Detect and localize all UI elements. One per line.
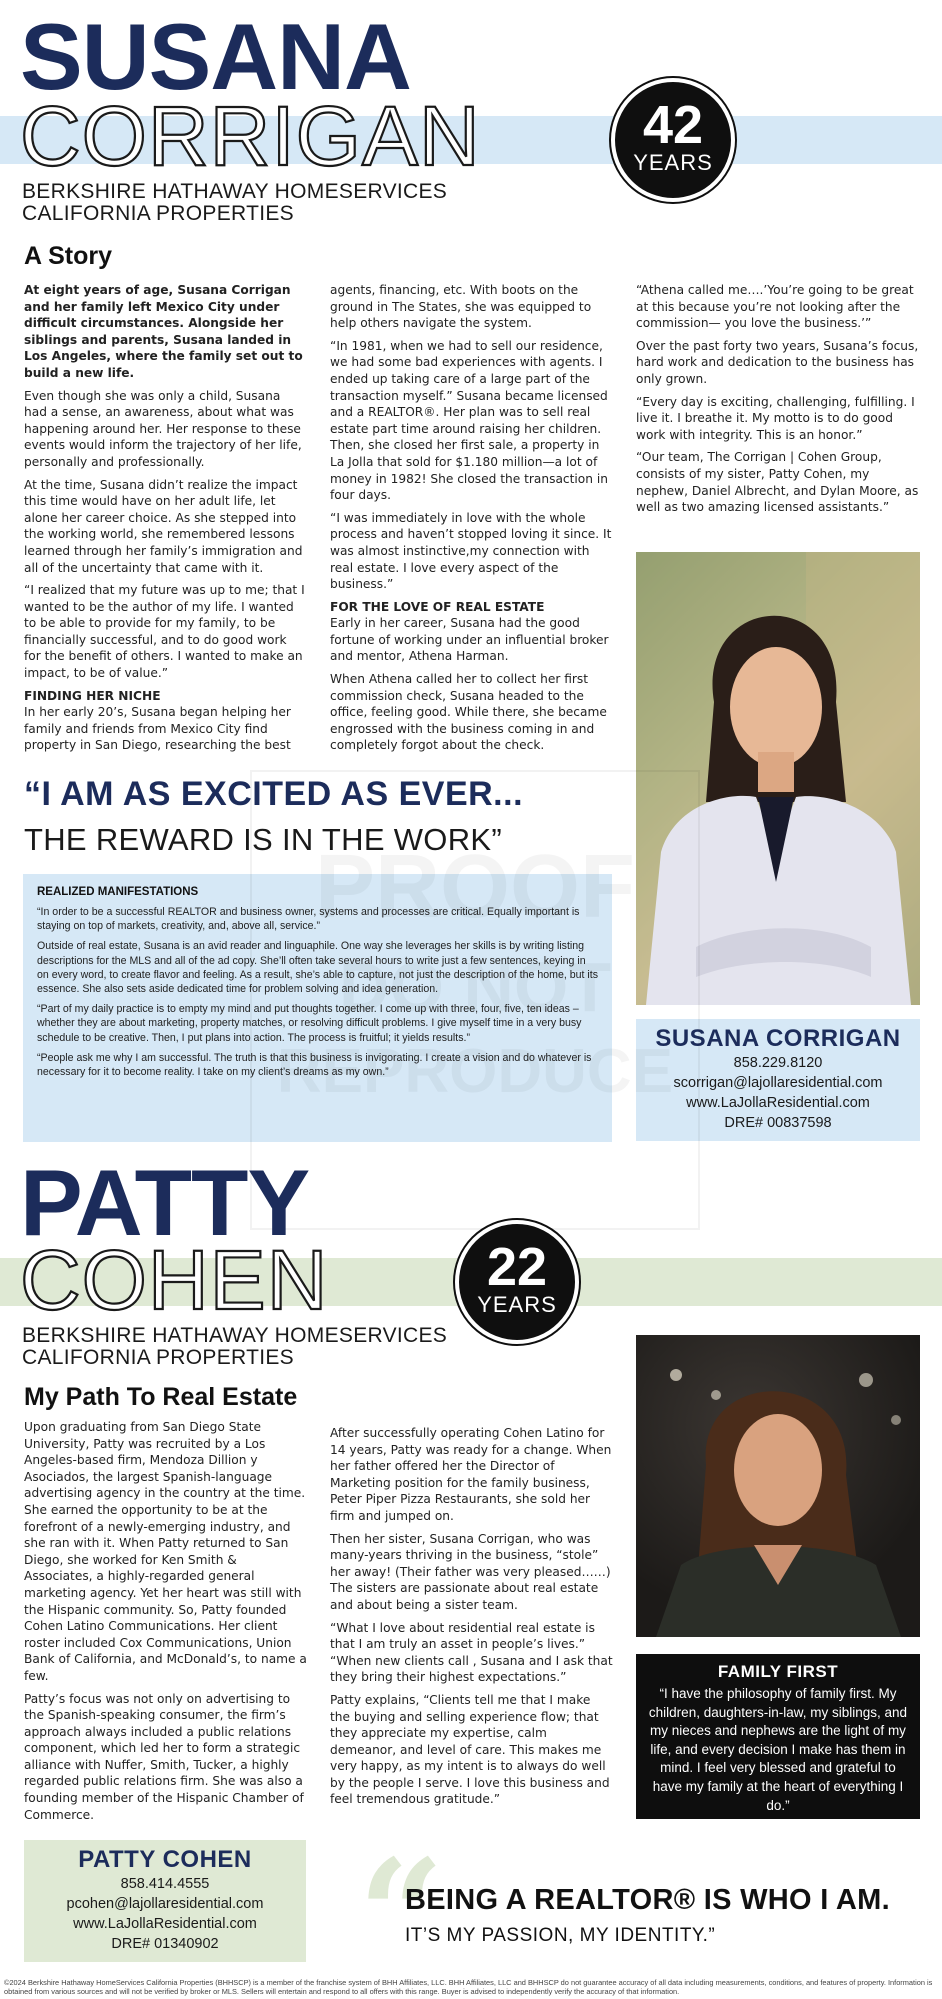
story-paragraph: “Athena called me….’You’re going to be great at this because you’re not looking after the commission— you love the business.’”: [636, 283, 914, 331]
story-paragraph: Early in her career, Susana had the good fortune of working under an influential broker and mentor, Athena Harman.: [330, 616, 609, 664]
contact-website[interactable]: www.LaJollaResidential.com: [686, 1095, 870, 1111]
susana-pull-quote-line-2: THE REWARD IS IN THE WORK”: [24, 822, 502, 857]
watermark-line-1: [252, 832, 698, 942]
family-first-text: “I have the philosophy of family first. My children, daughters-in-law, my siblings, and my nieces and nephews are the light of my life, and every decision I make has them in mind. I feel very blessed and grateful to have my family at the heart of everything I do.”: [648, 1686, 908, 1813]
susana-pull-quote-line-1: “I AM AS EXCITED AS EVER...: [24, 775, 524, 813]
contact-website[interactable]: www.LaJollaResidential.com: [73, 1916, 257, 1932]
susana-last-name: CORRIGAN: [20, 89, 481, 183]
company-line-1: BERKSHIRE HATHAWAY HOMESERVICES: [22, 180, 448, 203]
story-paragraph: “I was immediately in love with the whole process and haven’t stopped loving it since. It was almost instinctive,my connection with real estate. I love every aspect of the business.”: [330, 510, 612, 592]
story-paragraph: After successfully operating Cohen Latino for 14 years, Patty was ready for a change. When her father offered her the Director of Marketing position for the family business, Peter Piper Pizza Restaurants, she sold her firm and jumped on.: [330, 1426, 612, 1523]
susana-column-3: [636, 282, 920, 522]
watermark-line-3: [252, 1032, 698, 1112]
years-label: YEARS: [477, 1292, 557, 1317]
contact-dre: DRE# 01340902: [111, 1936, 219, 1952]
susana-first-name: SUSANA: [20, 4, 411, 109]
story-paragraph: “In 1981, when we had to sell our residence, we had some bad experiences with agents. I ended up taking care of a large part of the transaction myself.” Susana became licensed and a REALTOR®. Her plan was to sell real estate part time around raising her children. Then, she closed her first sale, a property in La Jolla that sold for $1.180 million—a lot of money in 1982! She closed the transaction in four days.: [330, 338, 608, 503]
susana-column-1: [24, 282, 307, 760]
patty-company: [22, 1325, 447, 1369]
family-first-box: [636, 1654, 920, 1819]
proof-watermark: [250, 770, 700, 1230]
story-paragraph: Patty’s focus was not only on advertising to the Spanish-speaking consumer, the firm’s approach always included a public relations component, which led her to form a strategic alliance with Nuffer, Smith, Tucker, a highly regarded public relations firm. She was also a founding member of the Hispanic Chamber of Commerce.: [24, 1691, 304, 1822]
patty-years-badge: [455, 1220, 579, 1344]
realized-paragraph: Outside of real estate, Susana is an avid reader and linguaphile. One way she leverages her skills is by writing listing descriptions for the MLS and all of the ad copy. She’ll often take several hours to write just a few sentences, keying in on every word, to create flavor and feeling. As a result, she’s able to capture, not just the description of the home, but its essence. She also sets aside dedicated time for problem solving and idea generation.: [37, 940, 599, 996]
patty-column-1: [24, 1419, 307, 1829]
company-line-2: CALIFORNIA PROPERTIES: [22, 1346, 294, 1369]
company-line-1: BERKSHIRE HATHAWAY HOMESERVICES: [22, 1324, 448, 1347]
watermark-line-2: [252, 942, 698, 1032]
family-first-title: FAMILY FIRST: [717, 1662, 839, 1681]
story-paragraph: “What I love about residential real estate is that I am truly an asset in people’s lives.” “When new clients call , Susana and I ask that they bring their highest expectations.”: [330, 1620, 613, 1685]
realized-paragraph: “In order to be a successful REALTOR and business owner, systems and processes are critical. Equally important is staying on top of markets, creativity, and, above all, service.”: [37, 906, 580, 933]
story-lead: At eight years of age, Susana Corrigan and her family left Mexico City under difficult circumstances. Alongside her siblings and parents, Susana landed in Los Angeles, where the family set out to build a new life.: [24, 283, 303, 380]
company-line-2: CALIFORNIA PROPERTIES: [22, 202, 294, 225]
story-paragraph: Upon graduating from San Diego State University, Patty was recruited by a Los Angeles-based firm, Mendoza Dillion y Asociados, the largest Spanish-language advertising agency in the country at the time. She earned the opportunity to be at the forefront of a newly-emerging industry, and she ran with it. When Patty returned to San Diego, she worked for Ken Smith & Associates, a highly-regarded general marketing agency. Yet her heart was still with the Hispanic community. So, Patty founded Cohen Latino Communications. Her client roster included Cox Communications, Union Bank of California, and McDonald’s, to name a few.: [24, 1420, 307, 1683]
patty-last-name: COHEN: [20, 1233, 329, 1327]
story-paragraph: “Every day is exciting, challenging, fulfilling. I live it. I breathe it. My motto is to do good work with integrity. This is an honor.”: [636, 394, 915, 442]
susana-column-2: [330, 282, 613, 760]
story-paragraph: Patty explains, “Clients tell me that I make the buying and selling experience flow; that they appreciate my expertise, calm demeanor, and level of care. This makes me very happy, as my intent is to always do well by the people I serve. I love this business and feel tremendous gratitude.”: [330, 1692, 610, 1807]
contact-name: PATTY COHEN: [78, 1846, 252, 1873]
susana-years-badge: [611, 78, 735, 202]
susana-story-title: A Story: [24, 242, 112, 270]
susana-company: [22, 181, 447, 225]
contact-dre: DRE# 00837598: [724, 1115, 832, 1131]
story-paragraph: Then her sister, Susana Corrigan, who was many-years thriving in the business, “stole” her away! (Their father was very pleased……) The sisters are passionate about real estate and about being a sister team.: [330, 1531, 611, 1612]
realized-paragraph: “Part of my daily practice is to empty my mind and put thoughts together. I come up with three, four, five, ten ideas – whether they are about marketing, property matches, or resolving difficult problems. I give myself time in a very busy schedule to be creative. Then, I put plans into action. The process is fruitful; it yields results.”: [37, 1003, 582, 1044]
years-number: 22: [486, 1237, 548, 1297]
realized-paragraph: “People ask me why I am successful. The truth is that this business is invigorating. I create a vision and do whatever is necessary for it to become reality. I take on my client’s dreams as my own.”: [37, 1051, 592, 1079]
story-paragraph: Even though she was only a child, Susana had a sense, an awareness, about what was happening around her. Her response to these events would inform the trajectory of her life, personally and professionally.: [24, 388, 302, 469]
contact-name: SUSANA CORRIGAN: [655, 1025, 901, 1052]
story-paragraph: In her early 20’s, Susana began helping her family and friends from Mexico City find property in San Diego, researching the best: [24, 705, 291, 753]
patty-tagline-line-2: IT’S MY PASSION, MY IDENTITY.”: [405, 1925, 716, 1946]
patty-tagline-line-1: BEING A REALTOR® IS WHO I AM.: [405, 1884, 890, 1916]
story-subheading: FOR THE LOVE OF REAL ESTATE: [330, 599, 545, 614]
years-label: YEARS: [633, 150, 713, 175]
patty-column-2: [330, 1425, 613, 1814]
contact-email[interactable]: scorrigan@lajollaresidential.com: [673, 1075, 883, 1091]
quote-mark-icon: “: [358, 1827, 445, 1999]
contact-phone[interactable]: 858.229.8120: [733, 1055, 823, 1071]
years-number: 42: [642, 95, 704, 155]
contact-phone[interactable]: 858.414.4555: [120, 1876, 210, 1892]
story-paragraph: At the time, Susana didn’t realize the impact this time would have on her adult life, let alone her career choice. As she stepped into the working world, she remembered lessons learned through her family’s immigration and all of the uncertainty that came with it.: [24, 477, 303, 575]
portrait-illustration: [636, 1335, 920, 1637]
contact-email[interactable]: pcohen@lajollaresidential.com: [66, 1896, 264, 1912]
story-subheading: FINDING HER NICHE: [24, 688, 161, 703]
story-paragraph: “I realized that my future was up to me; that I wanted to be the author of my life. I wanted to be able to provide for my family, to be financially successful, and to do good work for the benefit of others. I wanted to make an impact, to be of value.”: [24, 583, 305, 681]
patty-first-name: PATTY: [20, 1150, 310, 1255]
patty-portrait-photo: [636, 1335, 920, 1637]
legal-disclaimer: ©2024 Berkshire Hathaway HomeServices California Properties (BHHSCP) is a member of the franchise system of BHH Affiliates, LLC. BHH Affiliates, LLC and BHHSCP do not guarantee accuracy of all data including measurements, conditions, and features of property. Information is obtained from various sources and will not be verified by broker or MLS. Sellers will entertain and respond to all offers with this range. Buyer is advised to independently verify the accuracy of that information.: [4, 1978, 933, 1996]
realized-title: REALIZED MANIFESTATIONS: [37, 886, 199, 898]
story-paragraph: “Our team, The Corrigan | Cohen Group, consists of my sister, Patty Cohen, my nephew, Daniel Albrecht, and Dylan Moore, as well as two amazing licensed assistants.”: [636, 450, 919, 515]
story-paragraph: agents, financing, etc. With boots on the ground in The States, she was equipped to help others navigate the system.: [330, 283, 592, 331]
story-paragraph: When Athena called her to collect her first commission check, Susana headed to the office, feeling good. While there, she became engrossed with the business coming in and completely forgot about the check.: [330, 672, 607, 753]
patty-story-title: My Path To Real Estate: [24, 1383, 298, 1411]
story-paragraph: Over the past forty two years, Susana’s focus, hard work and dedication to the business has only grown.: [636, 338, 919, 386]
patty-contact-card: [24, 1840, 306, 1962]
